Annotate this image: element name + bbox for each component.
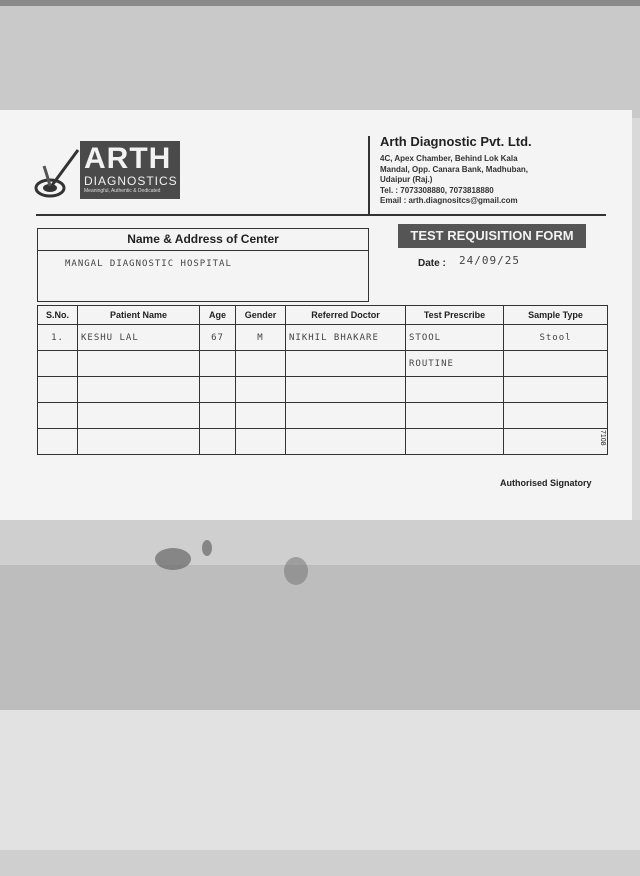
address-line: Mandal, Opp. Canara Bank, Madhuban, (380, 164, 529, 174)
table-cell[interactable]: M (236, 325, 286, 351)
company-address (380, 154, 528, 207)
address-line: Tel. : 7073308880, 7073818880 (380, 185, 494, 195)
table-cell[interactable] (504, 429, 608, 455)
date-field[interactable]: 24/09/25 (459, 254, 520, 267)
address-line: Udaipur (Raj.) (380, 175, 433, 184)
table-cell[interactable] (78, 403, 200, 429)
address-line: 4C, Apex Chamber, Behind Lok Kala (380, 154, 518, 163)
table-cell[interactable] (504, 403, 608, 429)
brand-logo (80, 141, 180, 199)
table-cell[interactable] (38, 403, 78, 429)
form-title: TEST REQUISITION FORM (398, 224, 586, 248)
table-cell[interactable] (200, 429, 236, 455)
logo-title: ARTH (84, 142, 172, 175)
table-cell[interactable] (200, 377, 236, 403)
table-cell[interactable] (236, 377, 286, 403)
table-cell[interactable] (286, 429, 406, 455)
company-name: Arth Diagnostic Pvt. Ltd. (380, 134, 532, 149)
table-cell[interactable] (78, 429, 200, 455)
table-cell[interactable] (38, 429, 78, 455)
table-cell[interactable] (78, 377, 200, 403)
center-box-title: Name & Address of Center (127, 232, 279, 246)
logo-tagline: Meaningful, Authentic & Dedicated (84, 188, 161, 194)
header-rule (36, 214, 606, 216)
table-cell[interactable]: NIKHIL BHAKARE (286, 325, 406, 351)
column-header: Gender (236, 306, 286, 325)
column-header: Patient Name (78, 306, 200, 325)
requisition-table (37, 305, 608, 455)
form-code: 7108 (599, 430, 606, 446)
table-cell[interactable]: 67 (200, 325, 236, 351)
column-header: Test Prescribe (406, 306, 504, 325)
scan-band-light (0, 710, 640, 850)
column-header: Referred Doctor (286, 306, 406, 325)
table-row (38, 351, 608, 377)
table-header-row (38, 306, 608, 325)
ink-smudge (284, 557, 308, 585)
authorised-signatory-label: Authorised Signatory (500, 478, 592, 488)
logo-subtitle: DIAGNOSTICS (84, 174, 178, 188)
table-cell[interactable] (406, 377, 504, 403)
ink-smudge (155, 548, 191, 570)
table-row (38, 429, 608, 455)
header-divider (368, 136, 370, 214)
scan-background-top (0, 0, 640, 118)
target-logo-icon (34, 146, 80, 198)
table-cell[interactable] (38, 377, 78, 403)
table-cell[interactable] (406, 403, 504, 429)
scan-band (0, 565, 640, 710)
table-cell[interactable] (78, 351, 200, 377)
table-cell[interactable]: STOOL (406, 325, 504, 351)
table-row (38, 377, 608, 403)
table-cell[interactable] (406, 429, 504, 455)
center-box-divider (38, 250, 368, 251)
table-cell[interactable] (504, 351, 608, 377)
ink-smudge (202, 540, 212, 556)
table-cell[interactable]: ROUTINE (406, 351, 504, 377)
table-cell[interactable] (236, 351, 286, 377)
table-cell[interactable] (200, 351, 236, 377)
column-header: Age (200, 306, 236, 325)
table-cell[interactable] (286, 351, 406, 377)
table-cell[interactable] (236, 403, 286, 429)
table-cell[interactable]: Stool (504, 325, 608, 351)
date-label: Date : (418, 258, 446, 269)
address-line: Email : arth.diagnositcs@gmail.com (380, 196, 518, 205)
column-header: Sample Type (504, 306, 608, 325)
column-header: S.No. (38, 306, 78, 325)
table-row (38, 403, 608, 429)
table-cell[interactable] (200, 403, 236, 429)
center-name-field[interactable]: MANGAL DIAGNOSTIC HOSPITAL (65, 259, 232, 269)
table-cell[interactable]: 1. (38, 325, 78, 351)
table-cell[interactable] (38, 351, 78, 377)
table-cell[interactable] (236, 429, 286, 455)
table-cell[interactable] (504, 377, 608, 403)
table-cell[interactable] (286, 403, 406, 429)
table-row (38, 325, 608, 351)
center-address-box (37, 228, 369, 302)
table-cell[interactable]: KESHU LAL (78, 325, 200, 351)
table-cell[interactable] (286, 377, 406, 403)
